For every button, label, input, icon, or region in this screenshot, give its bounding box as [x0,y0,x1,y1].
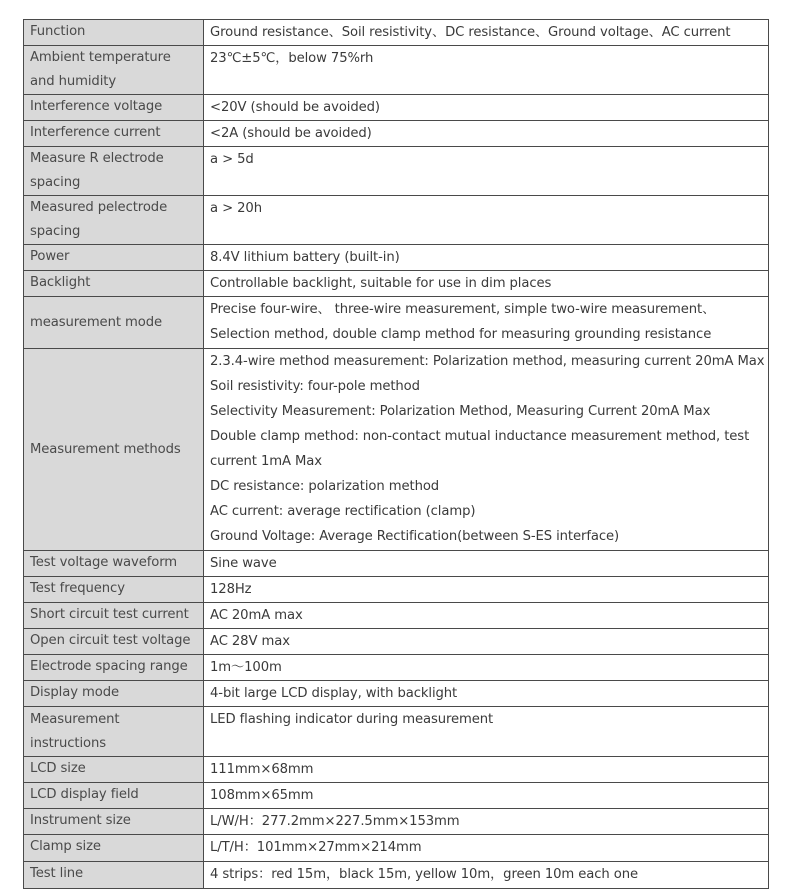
spec-value-measurement-methods [204,349,769,551]
spec-value-line: L/T/H：101mm×27mm×214mm [210,840,422,855]
spec-value-line: 8.4V lithium battery (built-in) [210,250,400,265]
spec-value-line: Selection method, double clamp method for measuring grounding resistance [210,327,712,342]
spec-value-lcd-size [204,757,769,783]
spec-value-test-frequency [204,577,769,603]
spec-value-function [204,20,769,46]
spec-row-function [24,20,769,46]
spec-value-interference-current [204,121,769,147]
spec-value-line: 23℃±5℃，below 75%rh [210,51,374,66]
spec-label-measure-r-electrode-spacing: Measure R electrode spacing [24,147,204,196]
spec-label-electrode-spacing-range: Electrode spacing range [24,655,204,681]
spec-label-lcd-size: LCD size [24,757,204,783]
spec-label-power: Power [24,245,204,271]
spec-value-line: Soil resistivity: four-pole method [210,379,420,394]
spec-label-backlight: Backlight [24,271,204,297]
spec-row-short-circuit-test-current [24,603,769,629]
spec-label-test-voltage-waveform: Test voltage waveform [24,551,204,577]
spec-row-test-voltage-waveform [24,551,769,577]
specifications-table-body [24,20,769,889]
spec-value-line: a > 20h [210,201,262,216]
spec-value-line: L/W/H：277.2mm×227.5mm×153mm [210,814,460,829]
spec-row-electrode-spacing-range [24,655,769,681]
spec-label-function: Function [24,20,204,46]
spec-row-ambient-temperature-and-humidity [24,46,769,95]
spec-row-instrument-size [24,809,769,835]
spec-value-line: AC 20mA max [210,608,303,623]
spec-value-line: Controllable backlight, suitable for use in dim places [210,276,552,291]
spec-label-measurement-methods: Measurement methods [24,349,204,551]
spec-value-electrode-spacing-range [204,655,769,681]
spec-row-power [24,245,769,271]
spec-row-backlight [24,271,769,297]
spec-value-instrument-size [204,809,769,835]
spec-value-measured-pelectrode-spacing [204,196,769,245]
specifications-table [23,19,769,889]
spec-row-interference-voltage [24,95,769,121]
spec-row-test-frequency [24,577,769,603]
spec-row-display-mode [24,681,769,707]
spec-row-open-circuit-test-voltage [24,629,769,655]
spec-label-display-mode: Display mode [24,681,204,707]
spec-value-line: Ground Voltage: Average Rectification(between S-ES interface) [210,529,620,544]
spec-value-line: 111mm×68mm [210,762,314,777]
spec-value-line: 1m～100m [210,660,282,675]
spec-value-measurement-instructions [204,707,769,757]
spec-row-interference-current [24,121,769,147]
spec-row-test-line [24,862,769,889]
spec-value-clamp-size [204,835,769,862]
spec-value-line: Selectivity Measurement: Polarization Method, Measuring Current 20mA Max [210,404,711,419]
spec-value-open-circuit-test-voltage [204,629,769,655]
spec-value-lcd-display-field [204,783,769,809]
spec-label-instrument-size: Instrument size [24,809,204,835]
spec-row-measurement-methods [24,349,769,551]
spec-label-ambient-temperature-and-humidity: Ambient temperature and humidity [24,46,204,95]
spec-value-line: AC 28V max [210,634,290,649]
spec-label-test-frequency: Test frequency [24,577,204,603]
spec-value-backlight [204,271,769,297]
spec-value-line: 4 strips：red 15m，black 15m, yellow 10m，green 10m each one [210,867,639,882]
spec-label-lcd-display-field: LCD display field [24,783,204,809]
spec-value-measurement-mode [204,297,769,349]
spec-value-line: 4-bit large LCD display, with backlight [210,686,458,701]
spec-label-measurement-mode: measurement mode [24,297,204,349]
spec-value-display-mode [204,681,769,707]
spec-value-line: AC current: average rectification (clamp) [210,504,476,519]
spec-value-line: 128Hz [210,582,252,597]
spec-label-interference-voltage: Interference voltage [24,95,204,121]
spec-value-measure-r-electrode-spacing [204,147,769,196]
spec-row-clamp-size [24,835,769,862]
spec-value-line: Sine wave [210,556,277,571]
spec-value-test-voltage-waveform [204,551,769,577]
spec-value-line: Double clamp method: non-contact mutual inductance measurement method, test [210,429,750,444]
spec-row-measurement-mode [24,297,769,349]
spec-row-measured-pelectrode-spacing [24,196,769,245]
spec-value-power [204,245,769,271]
spec-label-interference-current: Interference current [24,121,204,147]
spec-value-line: a > 5d [210,152,254,167]
spec-value-line: <20V (should be avoided) [210,100,380,115]
spec-label-clamp-size: Clamp size [24,835,204,862]
spec-value-line: LED flashing indicator during measurement [210,712,494,727]
spec-label-measurement-instructions: Measurement instructions [24,707,204,757]
spec-value-short-circuit-test-current [204,603,769,629]
spec-label-test-line: Test line [24,862,204,889]
spec-value-line: current 1mA Max [210,454,322,469]
spec-row-measurement-instructions [24,707,769,757]
spec-value-interference-voltage [204,95,769,121]
spec-value-ambient-temperature-and-humidity [204,46,769,95]
spec-label-open-circuit-test-voltage: Open circuit test voltage [24,629,204,655]
spec-row-lcd-size [24,757,769,783]
spec-value-line: 2.3.4-wire method measurement: Polarization method, measuring current 20mA Max [210,354,765,369]
spec-label-measured-pelectrode-spacing: Measured pelectrode spacing [24,196,204,245]
spec-label-short-circuit-test-current: Short circuit test current [24,603,204,629]
spec-value-line: DC resistance: polarization method [210,479,440,494]
spec-value-line: Ground resistance、Soil resistivity、DC resistance、Ground voltage、AC current [210,25,731,40]
spec-value-test-line [204,862,769,889]
spec-value-line: 108mm×65mm [210,788,314,803]
spec-value-line: Precise four-wire、 three-wire measurement, simple two-wire measurement、 [210,302,716,317]
spec-value-line: <2A (should be avoided) [210,126,372,141]
spec-row-measure-r-electrode-spacing [24,147,769,196]
spec-row-lcd-display-field [24,783,769,809]
